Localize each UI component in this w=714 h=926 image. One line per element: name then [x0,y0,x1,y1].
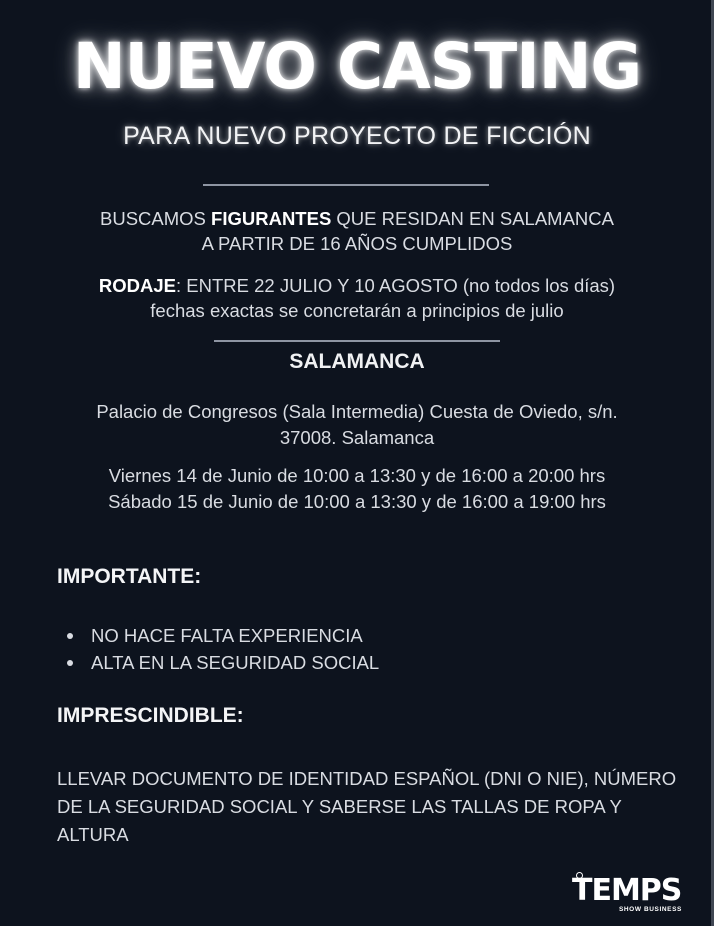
search-line-2: A PARTIR DE 16 AÑOS CUMPLIDOS [201,233,513,254]
search-text-post: QUE RESIDAN EN SALAMANCA [331,208,614,229]
important-item: ALTA EN LA SEGURIDAD SOCIAL [58,649,379,676]
search-text-pre: BUSCAMOS [100,208,212,229]
poster-subtitle: PARA NUEVO PROYECTO DE FICCIÓN [123,122,591,150]
logo-tagline: SHOW BUSINESS [618,906,682,913]
shooting-line-2: fechas exactas se concretarán a principios de julio [150,300,564,321]
shooting-label: RODAJE [98,275,177,296]
address-line-2: 37008. Salamanca [279,427,435,448]
important-heading: IMPORTANTE: [57,565,202,588]
essential-text: LLEVAR DOCUMENTO DE IDENTIDAD ESPAÑOL (DNI O NIE), NÚMERO DE LA SEGURIDAD SOCIAL Y SABERSE LAS TALLAS DE ROPA Y ALTURA [57,768,677,845]
search-text-bold: FIGURANTES [211,208,332,229]
poster-title: NUEVO CASTING [72,30,642,103]
schedule-line-1: Viernes 14 de Junio de 10:00 a 13:30 y de 16:00 a 20:00 hrs [108,465,606,486]
temps-logo [572,872,684,916]
schedule-line-2: Sábado 15 de Junio de 10:00 a 13:30 y de 16:00 a 19:00 hrs [108,491,606,512]
important-list [58,622,379,676]
search-line-1 [0,206,714,231]
divider-top [203,184,489,186]
divider-bottom [214,340,500,342]
essential-heading: IMPRESCINDIBLE: [57,704,244,727]
shooting-line-1 [0,273,714,298]
location-heading: SALAMANCA [289,350,425,373]
shooting-dates: : ENTRE 22 JULIO Y 10 AGOSTO (no todos los días) [176,275,616,296]
address-line-1: Palacio de Congresos (Sala Intermedia) Cuesta de Oviedo, s/n. [96,401,618,422]
logo-wordmark: TEMPS [572,873,682,908]
important-item: NO HACE FALTA EXPERIENCIA [58,622,379,649]
